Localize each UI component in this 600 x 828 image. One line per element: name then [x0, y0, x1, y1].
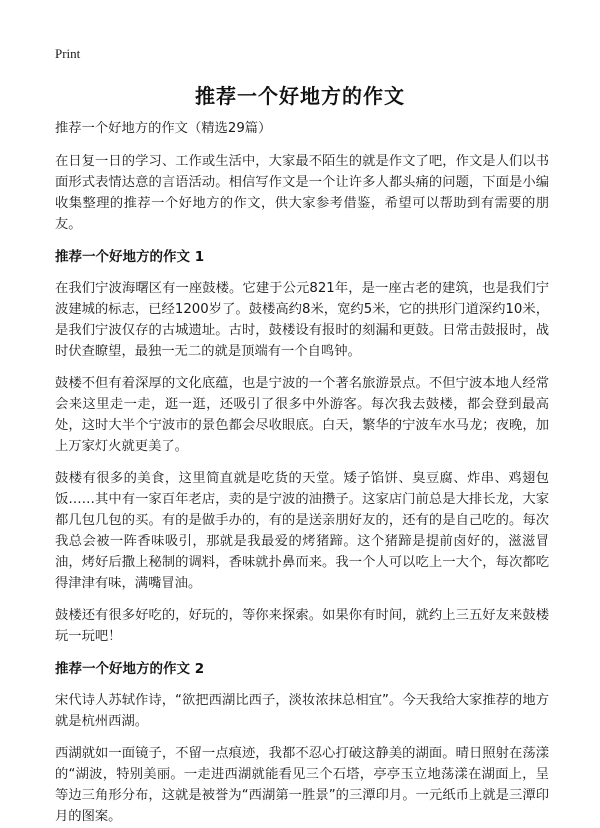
- body-paragraph: 鼓楼有很多的美食，这里简直就是吃货的天堂。矮子馅饼、臭豆腐、炸串、鸡翅包饭……其中有一家百年老店，卖的是宁波的油攒子。这家店门前总是大排长龙，大家都几包几包的买。有的是做手办的，有的是送亲朋好友的，还有的是自己吃的。每次我总会被一阵香味吸引，那就是我最爱的烤猪蹄。这个猪蹄是提前卤好的，滋滋冒油，烤好后撒上秘制的调料，香味就扑鼻而来。我一个人可以吃上一大个，每次都吃得津津有味，满嘴冒油。: [55, 471, 549, 591]
- body-paragraph: 宋代诗人苏轼作诗，“欲把西湖比西子，淡妆浓抹总相宜”。今天我给大家推荐的地方就是杭州西湖。: [55, 693, 549, 729]
- body-paragraph: 在我们宁波海曙区有一座鼓楼。它建于公元821年，是一座古老的建筑，也是我们宁波建城的标志，已经1200岁了。鼓楼高约8米，宽约5米，它的拱形门道深约10米，是我们宁波仅存的古城遗址。古时，鼓楼设有报时的刻漏和更鼓。日常击鼓报时，战时伏查瞭望，最独一无二的就是顶端有一个自鸣钟。: [55, 281, 549, 359]
- article-subtitle: 推荐一个好地方的作文（精选29篇）: [55, 121, 272, 136]
- body-paragraph: 鼓楼还有很多好吃的，好玩的，等你来探索。如果你有时间，就约上三五好友来鼓楼玩一玩吧！: [55, 608, 549, 644]
- section-heading: 推荐一个好地方的作文 2: [55, 661, 205, 677]
- intro-paragraph: 在日复一日的学习、工作或生活中，大家最不陌生的就是作文了吧，作文是人们以书面形式表情达意的言语活动。相信写作文是一个让许多人都头痛的问题，下面是小编收集整理的推荐一个好地方的作文，供大家参考借鉴，希望可以帮助到有需要的朋友。: [55, 154, 549, 232]
- body-paragraph: 鼓楼不但有着深厚的文化底蕴，也是宁波的一个著名旅游景点。不但宁波本地人经常会来这里走一走，逛一逛，还吸引了很多中外游客。每次我去鼓楼，都会登到最高处，这时大半个宁波市的景色都会尽收眼底。白天，繁华的宁波车水马龙；夜晚，加上万家灯火就更美了。: [55, 376, 549, 454]
- section-heading: 推荐一个好地方的作文 1: [55, 249, 205, 265]
- page-title: 推荐一个好地方的作文: [195, 84, 405, 108]
- article-body: [55, 118, 549, 828]
- print-link[interactable]: Print: [55, 46, 81, 61]
- body-paragraph: 西湖就如一面镜子，不留一点痕迹，我都不忍心打破这静美的湖面。晴日照射在荡漾的“湖波，特别美丽。一走进西湖就能看见三个石塔，亭亭玉立地荡漾在湖面上，呈等边三角形分布，这就是被誉为“西湖第一胜景”的三潭印月。一元纸币上就是三潭印月的图案。: [55, 746, 549, 824]
